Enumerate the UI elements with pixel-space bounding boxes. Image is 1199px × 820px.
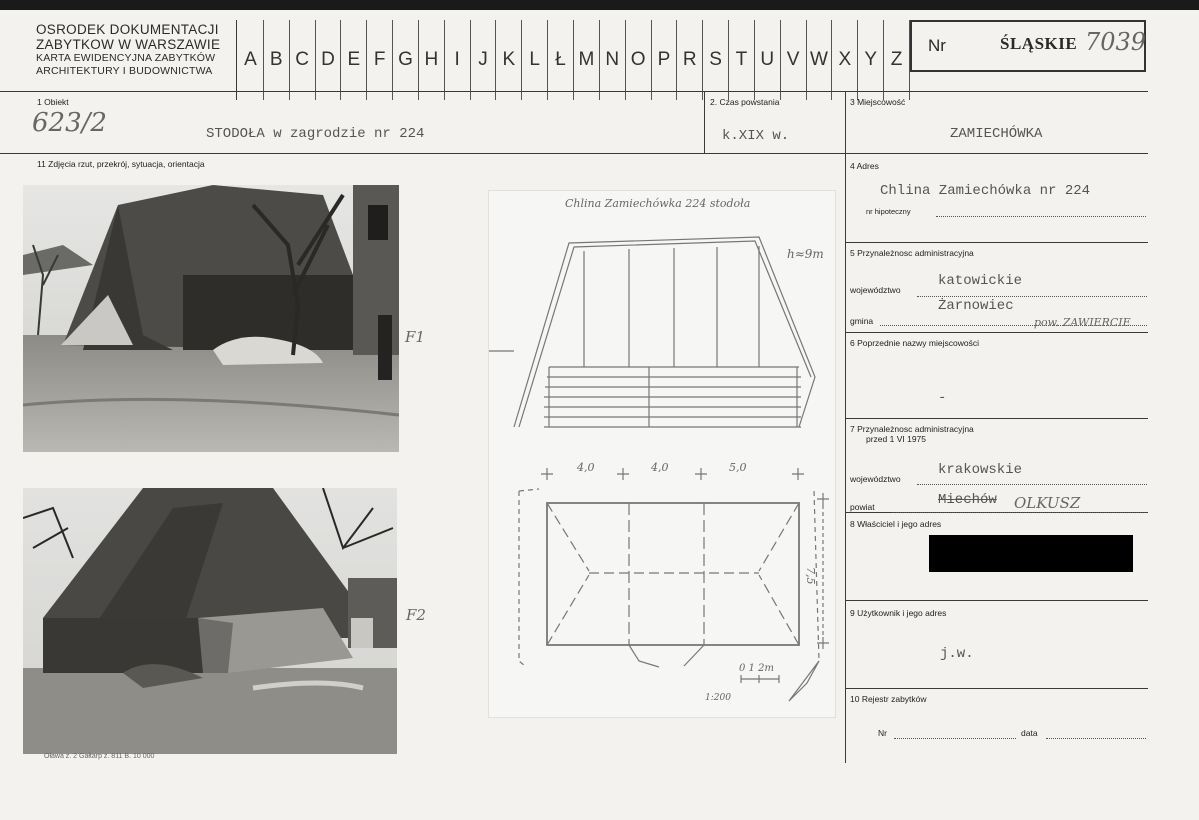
index-letter: G	[393, 20, 419, 100]
scale-bar-label: 0 1 2m	[739, 663, 774, 674]
drawing-caption: Chlina Zamiechówka 224 stodoła	[565, 197, 751, 210]
scale-label: 1:200	[705, 693, 731, 703]
miejscowosc-label: 3 Miejscowość	[850, 97, 906, 107]
powiat-note: pow. ZAWIERCIE	[1034, 316, 1131, 329]
nr-label: Nr	[928, 36, 946, 55]
gmina-label: gmina	[850, 316, 874, 326]
index-letter: U	[755, 20, 781, 100]
rejestr-nr-label: Nr	[878, 728, 887, 738]
barn-drawing	[488, 190, 836, 718]
footer-print-info: Oława z. 2 Gałtarp z. 811 B. 10 000	[44, 753, 155, 760]
index-letter: Ł	[548, 20, 574, 100]
index-letter: D	[316, 20, 342, 100]
rejestr-label: 10 Rejestr zabytków	[850, 694, 927, 704]
index-letter: T	[729, 20, 755, 100]
index-letter: E	[341, 20, 367, 100]
redacted-owner	[929, 535, 1133, 572]
rejestr-data-label: data	[1021, 728, 1038, 738]
czas-value: k.XIX w.	[722, 128, 790, 144]
photo-label-f1: F1	[405, 328, 425, 346]
height-note: h≈9m	[787, 247, 824, 261]
drawing-sketch	[489, 191, 837, 719]
poprzednie-value: -	[938, 390, 947, 406]
dim-3: 5,0	[729, 461, 747, 474]
adres-value: Chlina Zamiechówka nr 224	[880, 183, 1091, 199]
index-letter: A	[238, 20, 264, 100]
obiekt-label: 1 Obiekt	[37, 97, 69, 107]
dim-side: 7,5	[804, 567, 817, 585]
dim-1: 4,0	[577, 461, 595, 474]
photo-barn-f1	[23, 185, 399, 452]
card-line1: KARTA EWIDENCYJNA ZABYTKÓW	[36, 52, 216, 64]
index-letter: Z	[884, 20, 910, 100]
hipoteczny-label: nr hipoteczny	[866, 207, 911, 216]
index-letter: H	[419, 20, 445, 100]
powiat-label: powiat	[850, 502, 875, 512]
institution-header	[36, 22, 236, 78]
wojewodztwo-old-label: województwo	[850, 474, 901, 484]
index-letter: V	[781, 20, 807, 100]
wojewodztwo-value: katowickie	[938, 273, 1023, 289]
institution-line1: OSRODEK DOKUMENTACJI	[36, 22, 219, 37]
uzytkownik-value: j.w.	[940, 646, 974, 662]
wlasciciel-label: 8 Właściciel i jego adres	[850, 519, 942, 529]
index-letter: S	[703, 20, 729, 100]
index-letter: L	[522, 20, 548, 100]
dim-2: 4,0	[651, 461, 669, 474]
index-letter: F	[367, 20, 393, 100]
index-letter: R	[677, 20, 703, 100]
inventory-card	[0, 10, 1199, 820]
photo-label-f2: F2	[406, 606, 426, 624]
gmina-value: Żarnowiec	[938, 298, 1014, 314]
index-letter: K	[496, 20, 522, 100]
index-letter: I	[445, 20, 471, 100]
region-name: ŚLĄSKIE	[1000, 34, 1078, 53]
index-letter: X	[832, 20, 858, 100]
czas-label: 2. Czas powstania	[710, 97, 780, 107]
index-letter: P	[652, 20, 678, 100]
poprzednie-label: 6 Poprzednie nazwy miejscowości	[850, 338, 979, 348]
photo-barn-f2	[23, 488, 397, 754]
przed1975-label: 7 Przynależnosc administracyjna	[850, 424, 974, 434]
przynaleznosc-label: 5 Przynależnosc administracyjna	[850, 248, 974, 258]
index-letter: J	[471, 20, 497, 100]
institution-line2: ZABYTKOW W WARSZAWIE	[36, 37, 221, 52]
powiat-new-value: OLKUSZ	[1014, 494, 1081, 512]
card-line2: ARCHITEKTURY I BUDOWNICTWA	[36, 65, 213, 77]
index-letter: B	[264, 20, 290, 100]
obiekt-number: 623/2	[32, 108, 107, 138]
przed1975-date: przed 1 VI 1975	[866, 434, 927, 444]
index-letter: O	[626, 20, 652, 100]
index-letter: C	[290, 20, 316, 100]
uzytkownik-label: 9 Użytkownik i jego adres	[850, 608, 947, 618]
adres-label: 4 Adres	[850, 161, 879, 171]
miejscowosc-value: ZAMIECHÓWKA	[950, 126, 1043, 142]
powiat-old-value: Miechów	[938, 492, 997, 508]
index-letter: M	[574, 20, 600, 100]
index-letters	[238, 20, 910, 100]
index-letter: Y	[858, 20, 884, 100]
index-letter: N	[600, 20, 626, 100]
wojewodztwo-old-value: krakowskie	[938, 462, 1023, 478]
index-letter: W	[807, 20, 833, 100]
card-number-box	[910, 20, 1146, 72]
zdjecia-label: 11 Zdjęcia rzut, przekrój, sytuacja, orientacja	[37, 159, 205, 169]
wojewodztwo-label: województwo	[850, 285, 901, 295]
card-number: 7039	[1085, 28, 1147, 56]
obiekt-value: STODOŁA w zagrodzie nr 224	[206, 126, 425, 142]
